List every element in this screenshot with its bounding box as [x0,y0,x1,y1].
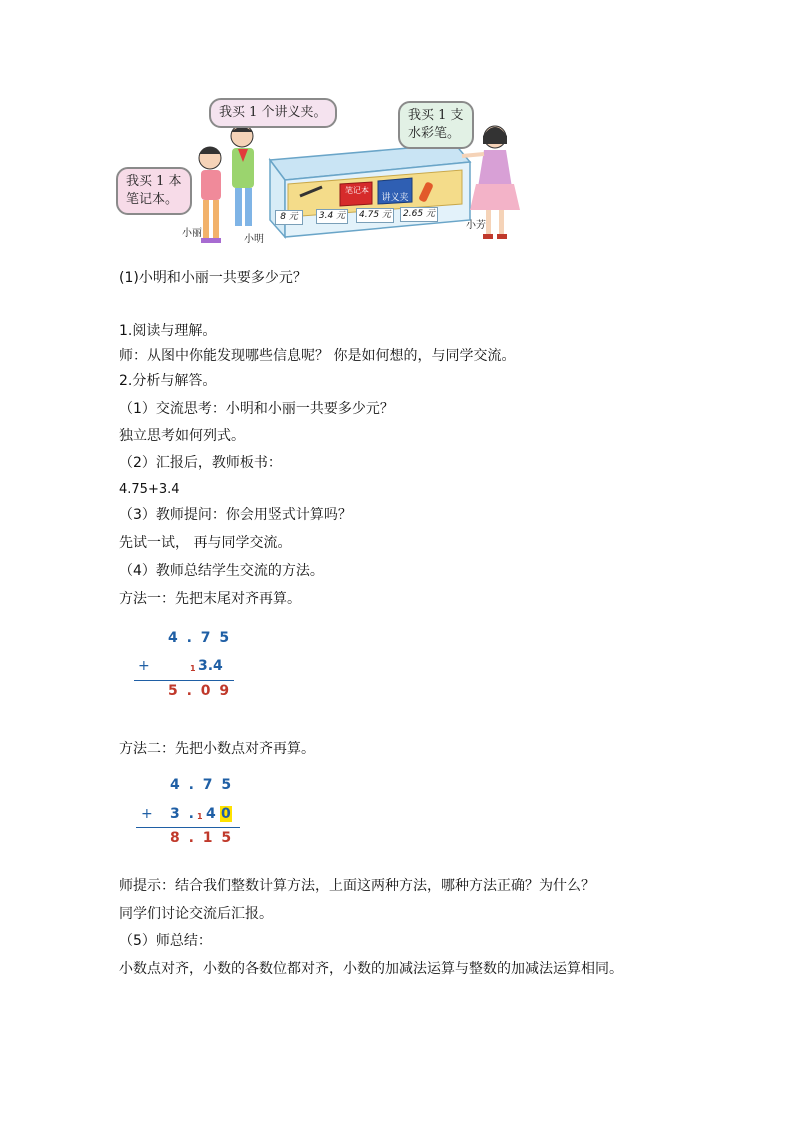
name-xiaoming: 小明 [244,234,264,245]
m2-bottom-a: 3 . [170,806,196,822]
bubble-xiaoming [209,98,337,128]
discuss-report: 同学们讨论交流后汇报。 [119,906,273,922]
m2-bottom-b: 4 [206,806,216,822]
m2-result: 8 . 1 5 [170,830,234,846]
bubble-xiaoli [116,167,192,215]
price-tag-folder: 4.75 元 [356,208,394,223]
step-2: 2.分析与解答。 [119,373,217,389]
step-1: 1.阅读与理解。 [119,323,217,339]
notebook-label: 笔记本 [345,186,369,195]
m1-bottom: 3.4 [198,658,223,674]
teacher-question: 师：从图中你能发现哪些信息呢？ 你是如何想的，与同学交流。 [119,348,516,364]
expression: 4.75+3.4 [119,482,180,497]
folder-label: 讲义夹 [381,193,409,203]
method-2-title: 方法二：先把小数点对齐再算。 [119,741,315,757]
bubble-xiaofang-line2: 水彩笔。 [408,126,461,141]
teacher-hint: 师提示：结合我们整数计算方法，上面这两种方法，哪种方法正确？为什么？ [119,878,595,894]
m2-carry: 1 [197,812,203,821]
name-xiaoli: 小丽 [182,228,202,239]
name-xiaofang: 小芳 [466,220,486,231]
price-tag-pen: 8 元 [275,210,303,225]
m1-rule [134,680,234,681]
m2-rule [136,827,240,828]
sub-step-5: （5）师总结： [119,933,212,949]
sub-step-1: （1）交流思考：小明和小丽一共要多少元？ [119,401,394,417]
sub-step-2: （2）汇报后，教师板书： [119,455,282,471]
sub-step-4: （4）教师总结学生交流的方法。 [119,563,324,579]
method-1-title: 方法一：先把末尾对齐再算。 [119,591,301,607]
m1-carry: 1 [190,664,196,673]
try-first: 先试一试， 再与同学交流。 [119,535,292,551]
m1-top: 4 . 7 5 [168,630,232,646]
bubble-xiaoming-text: 我买 1 个讲义夹。 [219,105,327,120]
illustration [110,92,530,264]
m2-plus: + [141,806,153,822]
summary: 小数点对齐，小数的各数位都对齐，小数的加减法运算与整数的加减法运算相同。 [119,961,623,977]
think-alone: 独立思考如何列式。 [119,428,245,444]
m1-result: 5 . 0 9 [168,683,232,699]
price-tag-notebook: 3.4 元 [316,209,348,224]
bubble-xiaofang [398,101,474,149]
bubble-xiaoli-line1: 我买 1 本 [126,174,182,189]
m2-top: 4 . 7 5 [170,777,234,793]
bubble-xiaofang-line1: 我买 1 支 [408,108,464,123]
price-tag-marker: 2.65 元 [400,207,438,222]
m2-bottom-zero: 0 [221,806,231,822]
m1-plus: + [138,658,150,674]
sub-step-3: （3）教师提问：你会用竖式计算吗？ [119,507,352,523]
question-title: (1)小明和小丽一共要多少元？ [119,270,307,286]
bubble-xiaoli-line2: 笔记本。 [126,192,179,207]
